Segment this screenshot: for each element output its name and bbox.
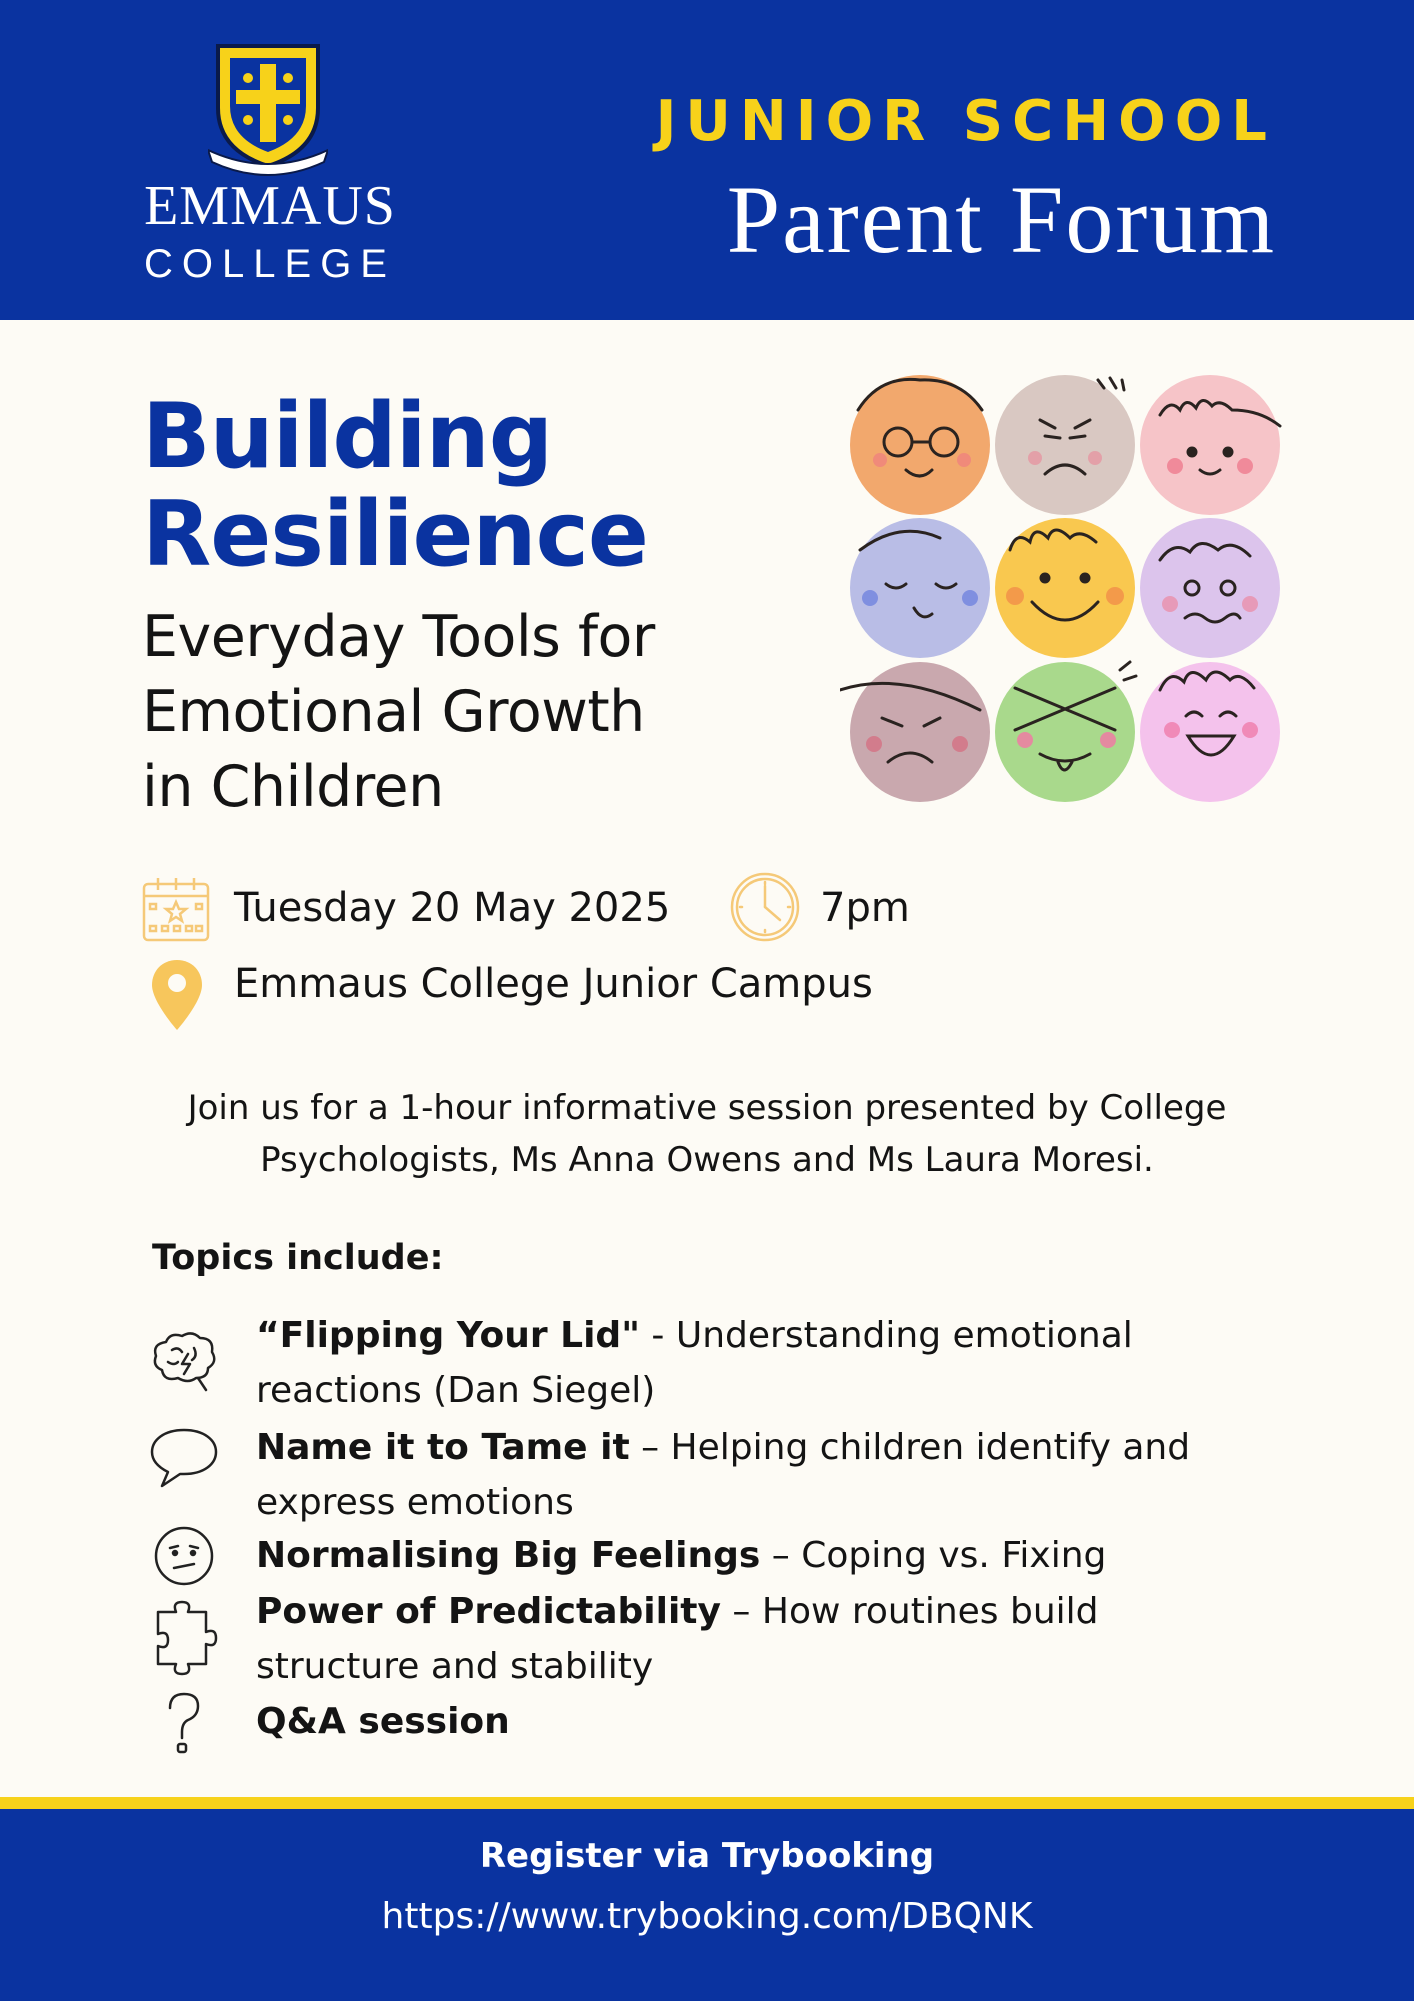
topic-item xyxy=(256,1308,1276,1418)
topic-desc-line2: reactions (Dan Siegel) xyxy=(256,1370,656,1411)
topic-title: Power of Predictability xyxy=(256,1591,721,1632)
location-pin-icon xyxy=(150,958,204,1032)
event-title-line: Resilience xyxy=(142,482,648,587)
event-time: 7pm xyxy=(820,885,910,931)
event-title xyxy=(142,384,842,587)
header-banner xyxy=(0,0,1414,320)
topic-title: Q&A session xyxy=(256,1701,510,1742)
topic-title: Name it to Tame it xyxy=(256,1427,630,1468)
register-url[interactable]: https://www.trybooking.com/DBQNK xyxy=(381,1896,1033,1937)
event-title-line: Building xyxy=(142,384,553,489)
college-name: EMMAUS xyxy=(144,175,396,237)
event-intro xyxy=(130,1082,1284,1186)
event-subtitle-line: Emotional Growth xyxy=(142,679,645,745)
clock-icon xyxy=(728,870,802,944)
topic-desc: – Helping children identify and xyxy=(629,1427,1191,1468)
college-sub: COLLEGE xyxy=(144,242,396,286)
topic-line xyxy=(256,1694,1276,1749)
topic-title: “Flipping Your Lid" xyxy=(256,1315,640,1356)
event-subtitle-line: in Children xyxy=(142,754,444,820)
topic-desc-line2: structure and stability xyxy=(256,1646,654,1687)
topic-desc: – Coping vs. Fixing xyxy=(760,1535,1107,1576)
topic-line xyxy=(256,1584,1276,1639)
header-title: Parent Forum xyxy=(726,166,1276,273)
event-subtitle xyxy=(142,600,782,825)
topics-heading: Topics include: xyxy=(152,1238,444,1278)
calendar-icon xyxy=(140,874,212,946)
event-subtitle-line: Everyday Tools for xyxy=(142,604,655,670)
intro-line: Join us for a 1-hour informative session presented by College xyxy=(187,1088,1227,1128)
topic-title: Normalising Big Feelings xyxy=(256,1535,761,1576)
topic-desc: - Understanding emotional xyxy=(639,1315,1133,1356)
register-label: Register via Trybooking xyxy=(479,1836,935,1876)
topic-line xyxy=(256,1308,1276,1363)
event-location: Emmaus College Junior Campus xyxy=(234,961,873,1007)
event-date: Tuesday 20 May 2025 xyxy=(234,885,671,931)
puzzle-piece-icon xyxy=(148,1598,220,1680)
topic-item xyxy=(256,1528,1276,1583)
topic-item xyxy=(256,1694,1276,1749)
brain-icon xyxy=(148,1326,220,1398)
kicker-junior-school: JUNIOR SCHOOL xyxy=(655,89,1276,154)
footer-stripe xyxy=(0,1797,1414,1809)
confused-face-icon xyxy=(148,1520,220,1592)
emotion-faces-illustration xyxy=(840,370,1310,820)
intro-line: Psychologists, Ms Anna Owens and Ms Laura Moresi. xyxy=(260,1140,1154,1180)
topic-line xyxy=(256,1528,1276,1583)
speech-bubble-icon xyxy=(148,1422,220,1494)
question-mark-icon xyxy=(148,1690,220,1756)
college-crest-icon xyxy=(208,38,328,178)
topic-line xyxy=(256,1420,1276,1475)
topic-item xyxy=(256,1584,1276,1694)
topic-desc-line2: express emotions xyxy=(256,1482,574,1523)
topic-desc: – How routines build xyxy=(720,1591,1099,1632)
topic-item xyxy=(256,1420,1276,1530)
